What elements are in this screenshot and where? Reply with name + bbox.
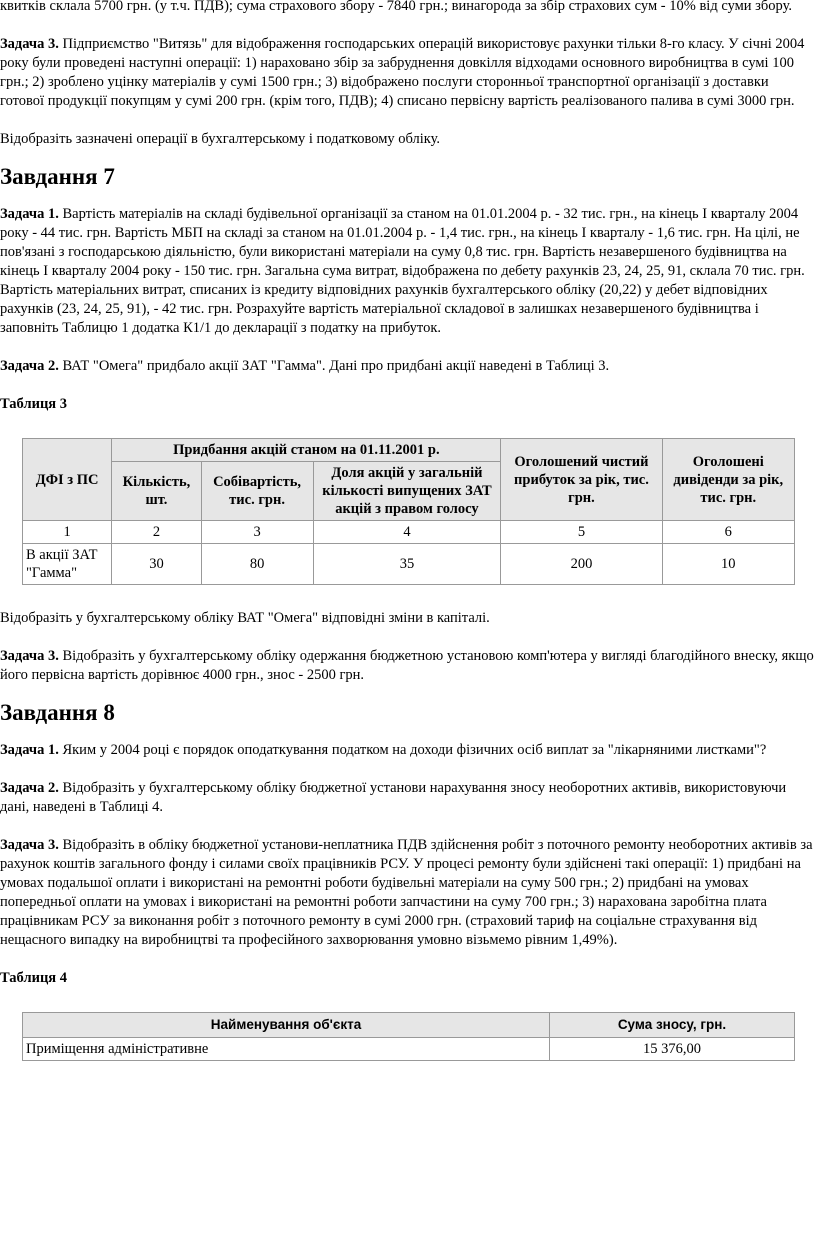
table-number-row [23,521,795,544]
cell-cost: 80 [201,544,313,585]
task-label: Задача 2. [0,780,59,796]
header-depreciation-sum: Сума зносу, грн. [550,1013,795,1038]
section-heading-7: Завдання 7 [0,164,115,189]
table-caption: Таблиця 4 [0,970,68,986]
task-text: Відобразіть у бухгалтерському обліку одержання бюджетною установою комп'ютера у вигляді благодійного внеску, якщо його первісна вартість дорівнює 4000 грн., знос - 2500 грн. [0,648,814,683]
cell-object-name: Приміщення адміністративне [23,1038,550,1061]
table-3 [22,438,795,585]
table-header-row [23,439,795,462]
header-qty: Кількість, шт. [112,462,201,521]
task-text: Яким у 2004 році є порядок оподаткування податком на доходи фізичних осіб виплат за "лікарняними листками"? [58,742,767,758]
instruction-paragraph: Відобразіть зазначені операції в бухгалтерському і податковому обліку. [0,131,441,147]
task-text: Відобразіть в обліку бюджетної установи-неплатника ПДВ здійснення робіт з поточного ремонту необоротних активів за рахунок коштів загального фонду і силами своїх працівників РСУ. У процесі ремонту були здійснені такі операції: 1) придбані на умовах подальшої оплати і використані на ремонтні роботи будівельні матеріали на суму 500 грн.; 2) придбані на умовах попередньої оплати на умовах і використані на ремонтні роботи запчастини на суму 700 грн.; 3) нарахована заробітна плата працівникам РСУ за виконання робіт з поточного ремонту в сумі 2000 грн. (страховий тариф на соціальне страхування від нещасного випадку на виробництві та професійного захворювання умовно візьмемо рівним 1,49%). [0,837,813,948]
section-heading-8: Завдання 8 [0,700,115,725]
task-paragraph [0,205,816,338]
task-label: Задача 1. [0,206,59,222]
table-row [23,1038,795,1061]
cell-dividends: 10 [662,544,794,585]
task-paragraph [0,836,816,950]
task-paragraph [0,741,816,760]
cell-share: 35 [313,544,501,585]
task-label: Задача 3. [0,837,59,853]
table-row [23,544,795,585]
task-label: Задача 3. [0,648,59,664]
column-number: 2 [112,521,201,544]
task-text: Відобразіть у бухгалтерському обліку бюджетної установи нарахування зносу необоротних активів, використовуючи дані, наведені в Таблиці 4. [0,780,787,815]
task-label: Задача 1. [0,742,59,758]
header-object-name: Найменування об'єкта [23,1013,550,1038]
table-header-row [23,1013,795,1038]
task-paragraph [0,779,816,817]
cell-depreciation-sum: 15 376,00 [550,1038,795,1061]
header-dfi: ДФІ з ПС [23,439,112,521]
column-number: 1 [23,521,112,544]
header-group-purchase: Придбання акцій станом на 01.11.2001 р. [112,439,501,462]
task-paragraph [0,35,816,111]
task-paragraph [0,647,816,685]
task-text: Вартість матеріалів на складі будівельної організації за станом на 01.01.2004 р. - 32 тис. грн., на кінець I кварталу 2004 року - 44 тис. грн. Вартість МБП на складі за станом на 01.01.2004 р. - 1,4 тис. грн., на кінець I кварталу - 1,6 тис. грн. На цілі, не пов'язані з господарською діяльністю, були використані матеріали на суму 0,8 тис. грн. Вартість незавершеного будівництва на кінець I кварталу 2004 року - 150 тис. грн. Загальна сума витрат, відображена по дебету рахунків 23, 24, 25, 91, склала 70 тис. грн. Вартість матеріальних витрат, списаних із кредиту відповідних рахунків бухгалтерського обліку (20,22) у дебет відповідних рахунків (23, 24, 25, 91), - 42 тис. грн. Розрахуйте вартість матеріальної складової в залишках незавершеного будівництва і заповніть Таблицю 1 додатка К1/1 до декларації з податку на прибуток. [0,206,805,336]
task-paragraph [0,357,816,376]
header-share: Доля акцій у загальній кількості випущених ЗАТ акцій з правом голосу [313,462,501,521]
header-cost: Собівартість, тис. грн. [201,462,313,521]
cell-profit: 200 [501,544,662,585]
column-number: 5 [501,521,662,544]
column-number: 6 [662,521,794,544]
task-text: ВАТ "Омега" придбало акції ЗАТ "Гамма". Дані про придбані акції наведені в Таблиці 3. [58,358,610,374]
cell-name: В акції ЗАТ "Гамма" [23,544,112,585]
column-number: 4 [313,521,501,544]
intro-paragraph: квитків склала 5700 грн. (у т.ч. ПДВ); сума страхового збору - 7840 грн.; винагорода за збір страхових сум - 10% від суми збору. [0,0,793,14]
cell-qty: 30 [112,544,201,585]
task-label: Задача 3. [0,36,59,52]
header-dividends: Оголошені дивіденди за рік, тис. грн. [662,439,794,521]
task-text: Підприємство "Витязь" для відображення господарських операцій використовує рахунки тільки 8-го класу. У січні 2004 року були проведені наступні операції: 1) нараховано збір за забруднення довкілля відходами основного виробництва в сумі 100 грн.; 2) зроблено уцінку матеріалів у сумі 1500 грн.; 3) відображено послуги сторонньої транспортної організації з доставки готової продукції покупцям у сумі 200 грн. (крім того, ПДВ); 4) списано первісну вартість реалізованого палива в сумі 3000 грн. [0,36,805,109]
table-4 [22,1012,795,1061]
header-profit: Оголошений чистий прибуток за рік, тис. грн. [501,439,662,521]
instruction-paragraph: Відобразіть у бухгалтерському обліку ВАТ "Омега" відповідні зміни в капіталі. [0,610,490,626]
task-label: Задача 2. [0,358,59,374]
column-number: 3 [201,521,313,544]
table-caption: Таблиця 3 [0,396,68,412]
